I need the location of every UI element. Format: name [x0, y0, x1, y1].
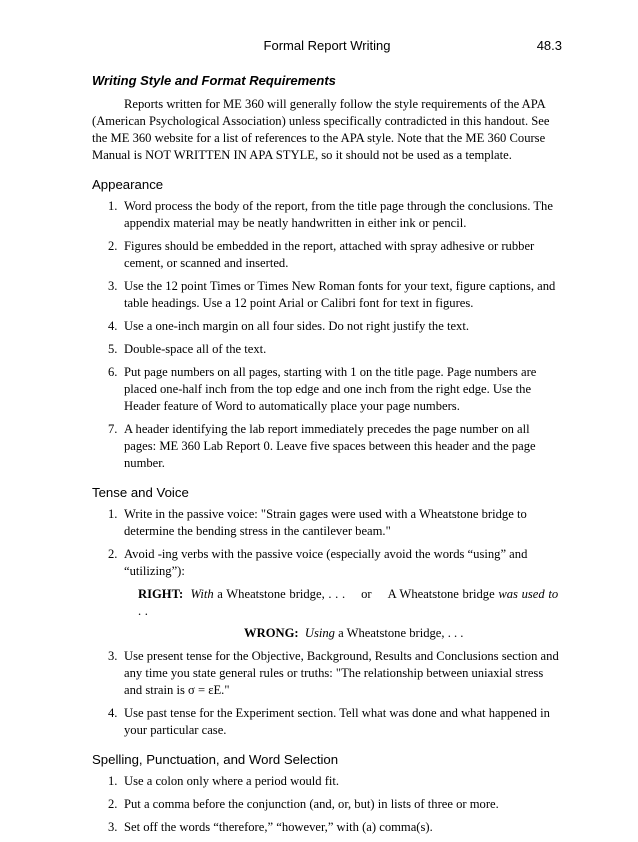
right-italic: was used to — [498, 587, 559, 601]
wrong-example — [92, 625, 564, 642]
list-item — [92, 773, 564, 790]
list-item — [92, 278, 564, 312]
list-item — [92, 506, 564, 540]
list-item-text: Put page numbers on all pages, starting with 1 on the title page. Page numbers are placed one-half inch from the top edge and one inch from the right edge. Use the Header feature of Word to automatically place your page numbers. — [124, 365, 537, 413]
list-item — [92, 318, 564, 335]
list-item-text: Use a colon only where a period would fit. — [124, 774, 340, 788]
list-item — [92, 238, 564, 272]
right-example — [92, 586, 564, 620]
list-item-text: Figures should be embedded in the report, attached with spray adhesive or rubber cement, or scanned and inserted. — [124, 239, 535, 270]
list-number: 2. — [108, 547, 118, 561]
list-number: 2. — [108, 797, 118, 811]
wrong-using: Using — [304, 626, 335, 640]
list-item-text: Put a comma before the conjunction (and, or, but) in lists of three or more. — [124, 797, 499, 811]
list-number: 2. — [108, 239, 118, 253]
wrong-label: WRONG: — [244, 626, 299, 640]
list-number: 5. — [108, 342, 118, 356]
section-heading-appearance: Appearance — [92, 177, 164, 192]
list-number: 3. — [108, 820, 118, 834]
list-item-text: Word process the body of the report, from the title page through the conclusions. The appendix material may be neatly handwritten in either ink or pencil. — [124, 199, 553, 230]
right-part2: A Wheatstone bridge — [387, 587, 499, 601]
spelling-list — [92, 773, 564, 836]
list-number: 7. — [108, 422, 118, 436]
list-item-text: Double-space all of the text. — [124, 342, 267, 356]
list-item-text: Set off the words “therefore,” “however,” with (a) comma(s). — [124, 820, 433, 834]
section-heading-tense-voice: Tense and Voice — [92, 485, 189, 500]
list-number: 6. — [108, 365, 118, 379]
right-part1: a Wheatstone bridge, . . . — [213, 587, 346, 601]
list-item-text: Use past tense for the Experiment section. Tell what was done and what happened in your particular case. — [124, 706, 550, 737]
list-number: 1. — [108, 774, 118, 788]
list-item — [92, 705, 564, 739]
list-number: 4. — [108, 706, 118, 720]
right-label: RIGHT: — [138, 587, 184, 601]
list-item — [92, 819, 564, 836]
list-item-text: Use the 12 point Times or Times New Roman fonts for your text, figure captions, and table headings. Use a 12 point Arial or Calibri font for text in figures. — [124, 279, 556, 310]
list-item — [92, 341, 564, 358]
right-or: or — [361, 587, 372, 601]
list-item — [92, 796, 564, 813]
appearance-list — [92, 198, 564, 472]
list-item-text: Write in the passive voice: "Strain gages were used with a Wheatstone bridge to determine the bending stress in the cantilever beam." — [124, 507, 527, 538]
list-item — [92, 364, 564, 415]
right-with: With — [190, 587, 214, 601]
tense-voice-list — [92, 506, 564, 580]
wrong-rest: a Wheatstone bridge, . . . — [334, 626, 464, 640]
list-item — [92, 421, 564, 472]
document-body — [92, 72, 564, 842]
list-number: 1. — [108, 507, 118, 521]
list-item-text: Avoid -ing verbs with the passive voice (especially avoid the words “using” and “utilizing”): — [124, 547, 528, 578]
intro-paragraph: Reports written for ME 360 will generally follow the style requirements of the APA (American Psychological Association) unless specifically contradicted in this handout. See the ME 360 website for a list of references to the APA style. Note that the ME 360 Course Manual is NOT WRITTEN IN APA STYLE, so it should not be used as a template. — [92, 97, 550, 162]
list-item-text: A header identifying the lab report immediately precedes the page number on all pages: ME 360 Lab Report 0. Leave five spaces between this header and the page number. — [124, 422, 536, 470]
right-part3: . . — [138, 604, 148, 618]
page-header — [92, 38, 562, 54]
section-heading-spelling: Spelling, Punctuation, and Word Selection — [92, 752, 339, 767]
section-heading-writing-style: Writing Style and Format Requirements — [92, 73, 336, 88]
list-number: 4. — [108, 319, 118, 333]
tense-voice-list-continued — [92, 648, 564, 739]
list-item-text: Use a one-inch margin on all four sides. Do not right justify the text. — [124, 319, 469, 333]
list-item-text: Use present tense for the Objective, Background, Results and Conclusions section and any time you state general rules or truths: "The relationship between uniaxial stress and strain is σ = εE." — [124, 649, 559, 697]
list-item — [92, 648, 564, 699]
list-number: 1. — [108, 199, 118, 213]
list-item — [92, 546, 564, 580]
header-page-number: 48.3 — [536, 38, 562, 53]
list-item — [92, 198, 564, 232]
header-title: Formal Report Writing — [263, 38, 391, 53]
list-number: 3. — [108, 649, 118, 663]
list-number: 3. — [108, 279, 118, 293]
